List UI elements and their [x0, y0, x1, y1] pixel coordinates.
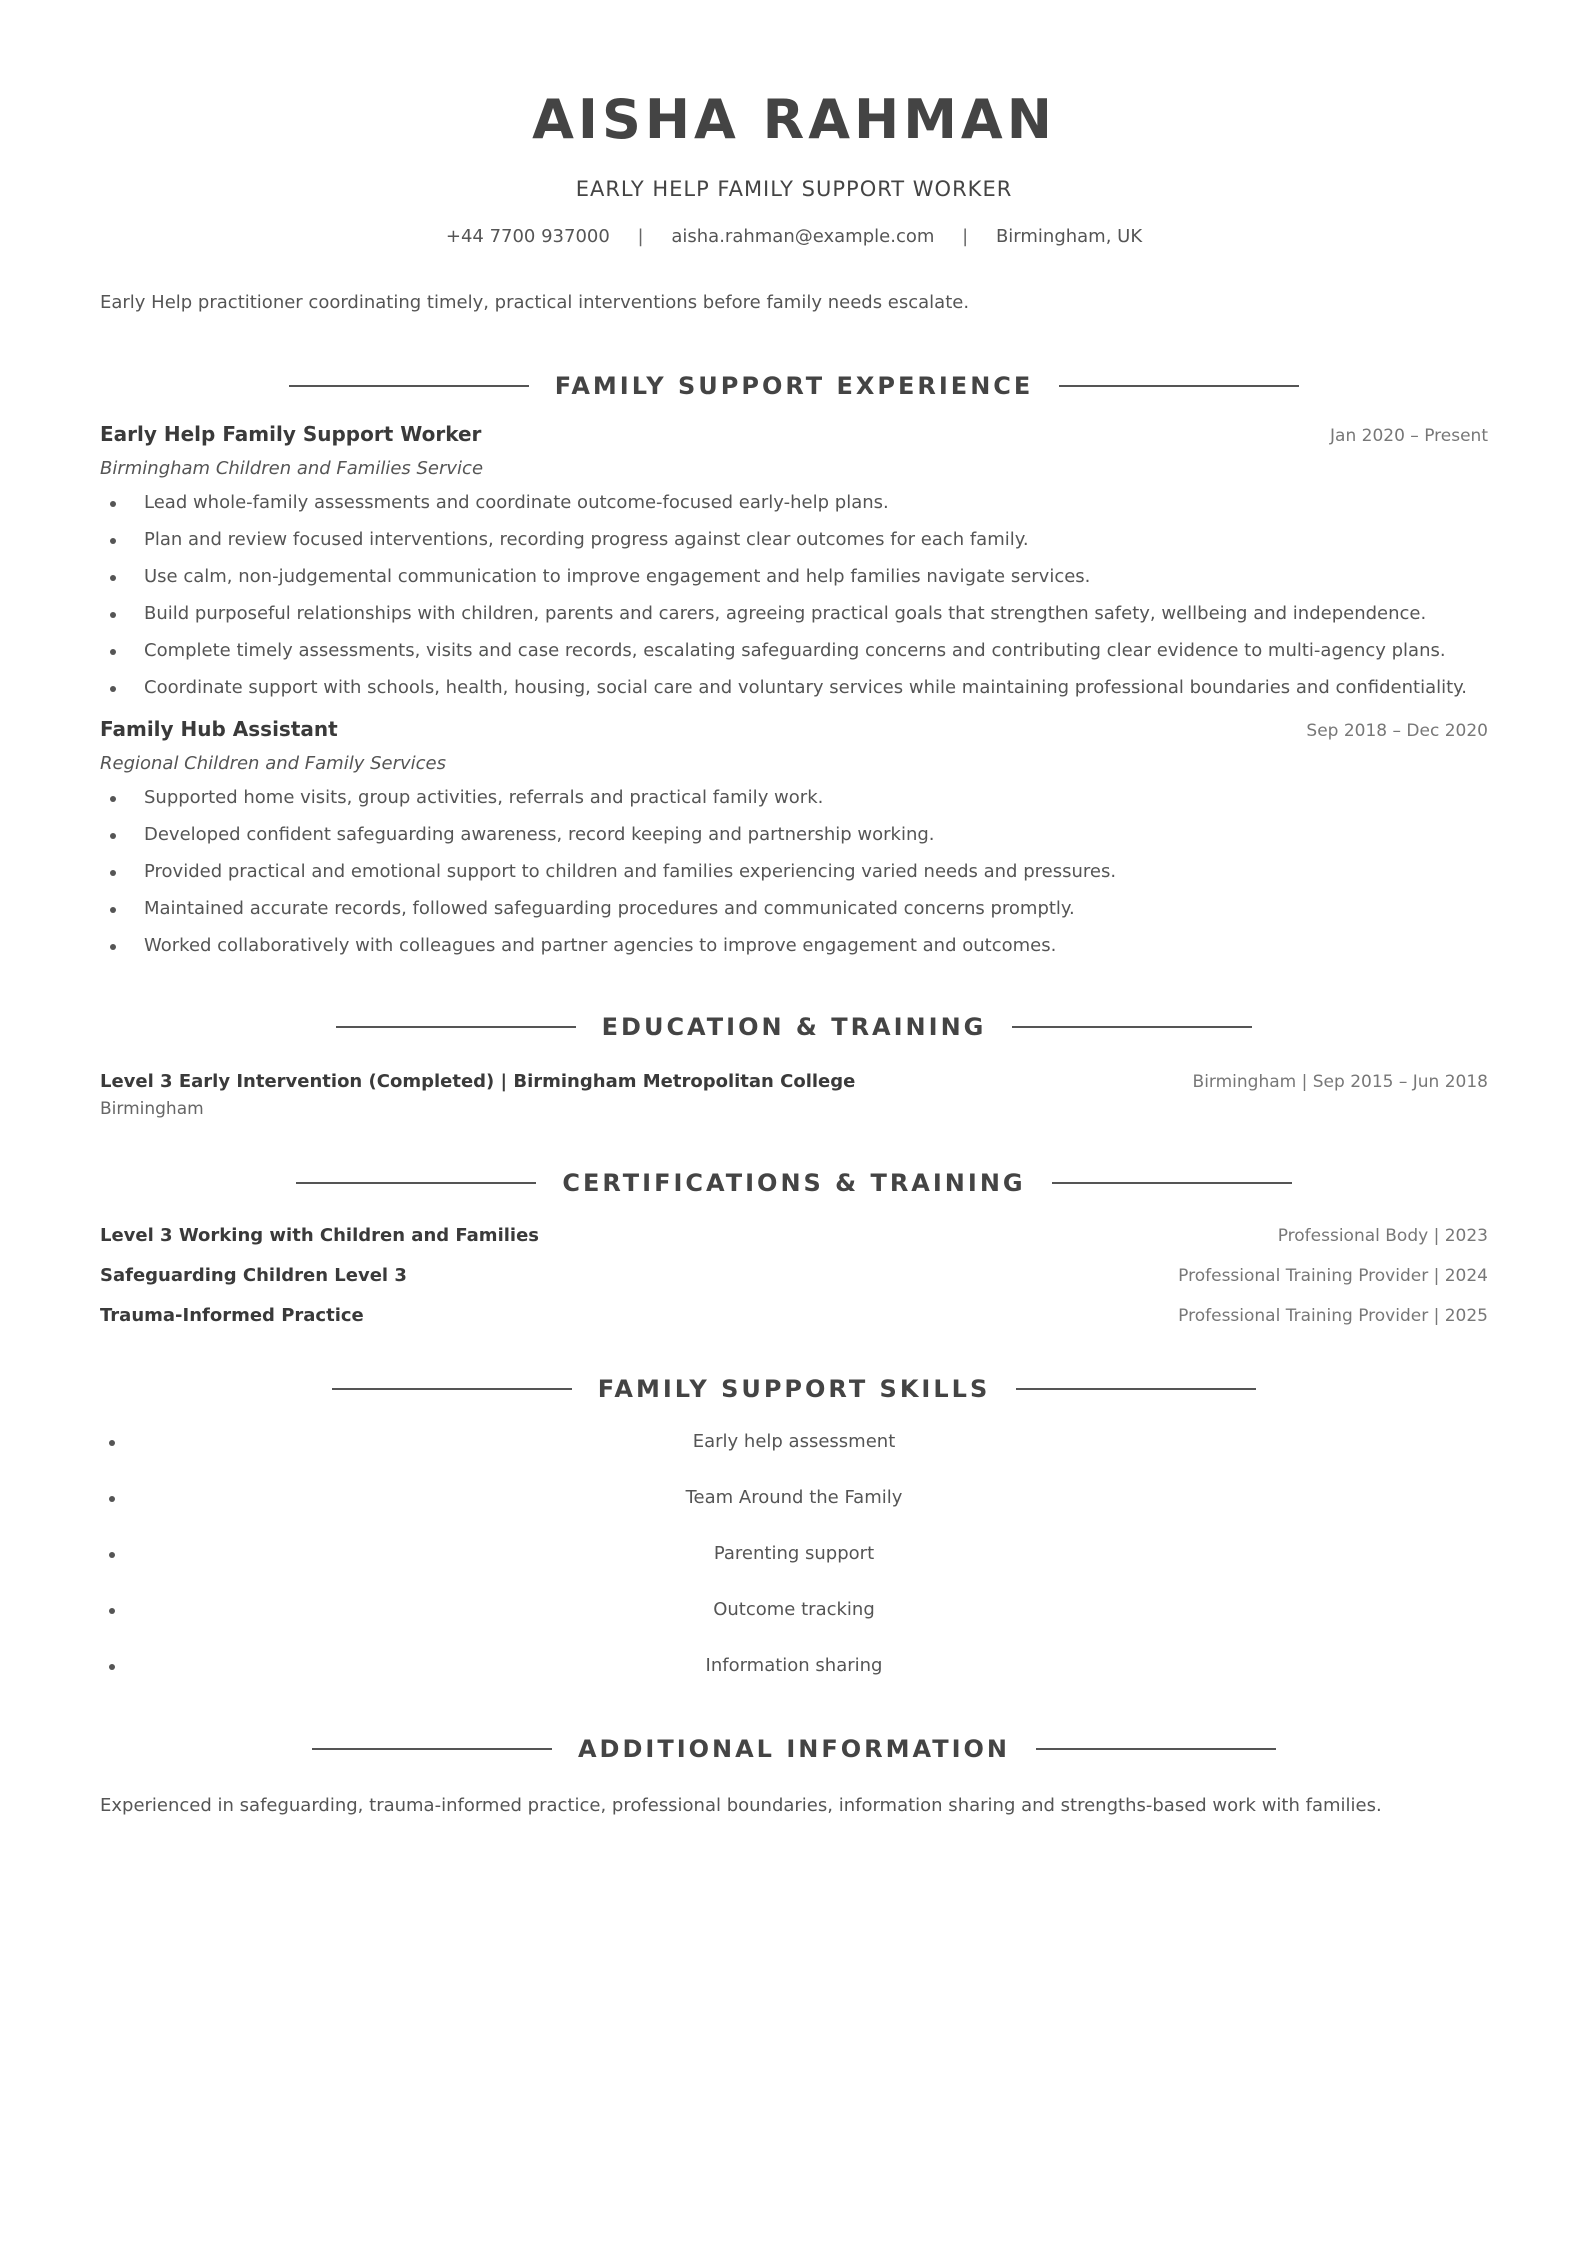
skill-item [100, 1429, 1488, 1455]
heading-rule [296, 1182, 536, 1184]
skill-item [100, 1653, 1488, 1679]
section-heading-education [100, 1011, 1488, 1043]
section-heading-experience [100, 370, 1488, 402]
contact-separator: | [637, 226, 644, 247]
email-address: aisha.rahman@example.com [671, 226, 935, 247]
job-title: Family Hub Assistant [100, 717, 338, 741]
job-bullet: Complete timely assessments, visits and case records, escalating safeguarding concerns and contributing clear evidence to multi-agency plans. [144, 638, 1488, 664]
section-heading-text: EDUCATION & TRAINING [601, 1013, 987, 1041]
additional-information: Experienced in safeguarding, trauma-informed practice, professional boundaries, information sharing and strengths-based work with families. [100, 1795, 1382, 1816]
job-bullet: Plan and review focused interventions, recording progress against clear outcomes for each family. [144, 527, 1488, 553]
bullet-dot [109, 1664, 115, 1670]
skills-list [100, 1429, 1488, 1679]
certification-meta: Professional Training Provider | 2024 [1178, 1266, 1488, 1286]
job-headline: EARLY HELP FAMILY SUPPORT WORKER [575, 177, 1013, 201]
job-bullet: Lead whole-family assessments and coordinate outcome-focused early-help plans. [144, 490, 1488, 516]
education-title: Level 3 Early Intervention (Completed) | Birmingham Metropolitan College [100, 1071, 856, 1092]
certification-name: Trauma-Informed Practice [100, 1305, 364, 1326]
candidate-name: AISHA RAHMAN [532, 88, 1056, 151]
section-heading-certifications [100, 1167, 1488, 1199]
job-bullet: Build purposeful relationships with children, parents and carers, agreeing practical goals that strengthen safety, wellbeing and independence. [144, 601, 1488, 627]
job-header [100, 715, 1488, 743]
job-dates: Sep 2018 – Dec 2020 [1306, 721, 1488, 741]
heading-rule [1052, 1182, 1292, 1184]
certification-item [100, 1223, 1488, 1249]
section-heading-text: FAMILY SUPPORT SKILLS [597, 1375, 991, 1403]
certification-item [100, 1263, 1488, 1289]
job-entry [100, 715, 1488, 959]
heading-rule [332, 1388, 572, 1390]
job-bullet: Developed confident safeguarding awareness, record keeping and partnership working. [144, 822, 1488, 848]
skill-label: Information sharing [705, 1655, 883, 1676]
job-header [100, 420, 1488, 448]
contact-separator: | [962, 226, 969, 247]
professional-summary: Early Help practitioner coordinating timely, practical interventions before family needs escalate. [100, 292, 970, 313]
section-heading-skills [100, 1373, 1488, 1405]
heading-rule [1012, 1026, 1252, 1028]
certification-meta: Professional Body | 2023 [1277, 1226, 1488, 1246]
education-entry [100, 1069, 1488, 1121]
job-bullets [100, 785, 1488, 959]
skill-item [100, 1541, 1488, 1567]
job-title: Early Help Family Support Worker [100, 422, 482, 446]
education-location: Birmingham [100, 1099, 204, 1119]
heading-rule [312, 1748, 552, 1750]
section-heading-text: FAMILY SUPPORT EXPERIENCE [554, 372, 1034, 400]
bullet-dot [109, 1608, 115, 1614]
skill-label: Parenting support [713, 1543, 875, 1564]
job-organisation: Birmingham Children and Families Service [100, 458, 484, 479]
section-heading-text: CERTIFICATIONS & TRAINING [562, 1169, 1026, 1197]
skill-item [100, 1485, 1488, 1511]
certification-name: Level 3 Working with Children and Families [100, 1225, 539, 1246]
section-heading-text: ADDITIONAL INFORMATION [577, 1735, 1011, 1763]
certification-list [100, 1223, 1488, 1329]
bullet-dot [109, 1552, 115, 1558]
heading-rule [1059, 385, 1299, 387]
heading-rule [336, 1026, 576, 1028]
job-bullet: Worked collaboratively with colleagues and partner agencies to improve engagement and outcomes. [144, 933, 1488, 959]
skill-item [100, 1597, 1488, 1623]
contact-line [100, 224, 1488, 250]
education-header [100, 1069, 1488, 1095]
heading-rule [289, 385, 529, 387]
location: Birmingham, UK [995, 226, 1143, 247]
job-bullet: Supported home visits, group activities, referrals and practical family work. [144, 785, 1488, 811]
certification-item [100, 1303, 1488, 1329]
job-organisation: Regional Children and Family Services [100, 753, 446, 774]
skill-label: Team Around the Family [685, 1487, 903, 1508]
heading-rule [1036, 1748, 1276, 1750]
bullet-dot [109, 1440, 115, 1446]
heading-rule [1016, 1388, 1256, 1390]
job-bullet: Use calm, non-judgemental communication to improve engagement and help families navigate services. [144, 564, 1488, 590]
certification-name: Safeguarding Children Level 3 [100, 1265, 407, 1286]
certification-meta: Professional Training Provider | 2025 [1178, 1306, 1488, 1326]
job-bullets [100, 490, 1488, 701]
job-bullet: Provided practical and emotional support to children and families experiencing varied needs and pressures. [144, 859, 1488, 885]
job-dates: Jan 2020 – Present [1330, 426, 1488, 446]
skill-label: Early help assessment [692, 1431, 896, 1452]
job-bullet: Coordinate support with schools, health, housing, social care and voluntary services while maintaining professional boundaries and confidentiality. [144, 675, 1488, 701]
job-entry [100, 420, 1488, 701]
education-meta: Birmingham | Sep 2015 – Jun 2018 [1192, 1072, 1488, 1092]
section-heading-additional [100, 1733, 1488, 1765]
phone-number: +44 7700 937000 [445, 226, 610, 247]
bullet-dot [109, 1496, 115, 1502]
skill-label: Outcome tracking [713, 1599, 875, 1620]
job-bullet: Maintained accurate records, followed safeguarding procedures and communicated concerns promptly. [144, 896, 1488, 922]
